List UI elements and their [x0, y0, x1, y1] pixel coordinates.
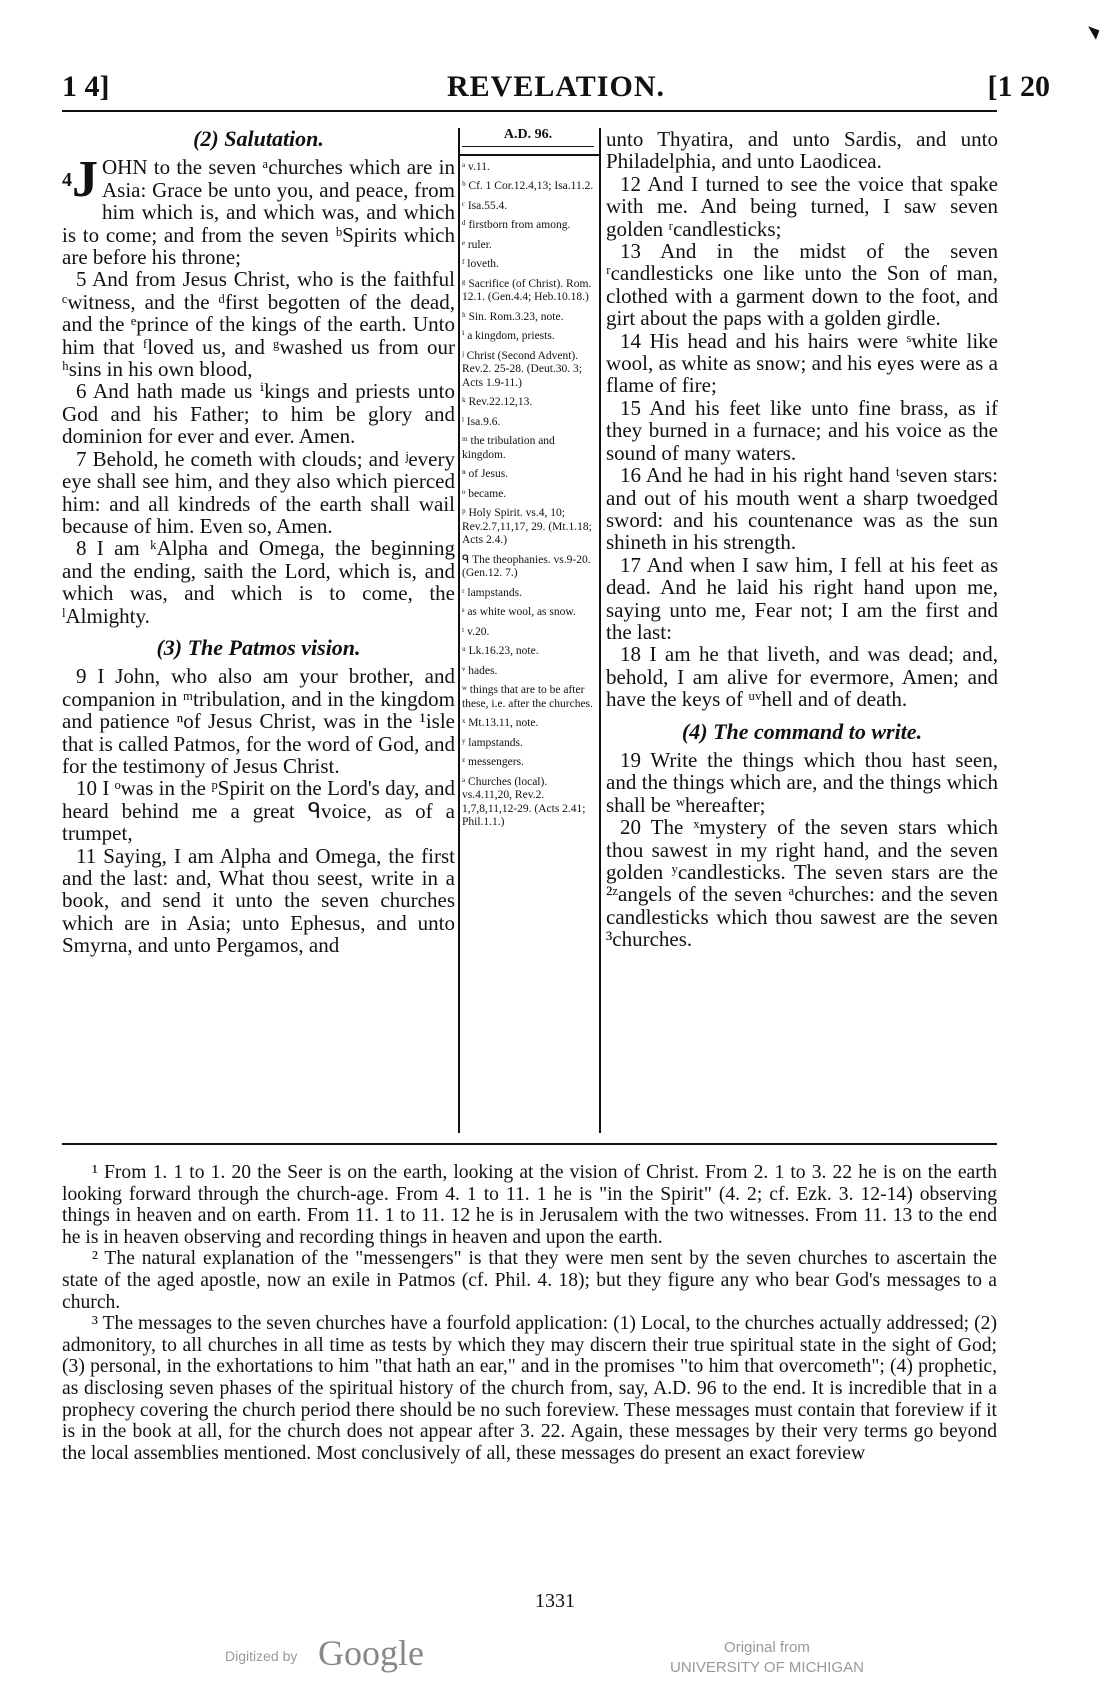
margin-note: ʷ things that are to be after these, i.e. after the churches. — [462, 684, 593, 710]
drop-initial: $^4$J — [62, 151, 98, 209]
verse-7: 7 Behold, he cometh with clouds; and ʲevery eye shall see him, and they also which pierced him: and all kindreds of the earth shall wail because of him. Even so, Amen. — [62, 446, 455, 538]
verse-11: 11 Saying, I am Alpha and Omega, the first and the last: and, What thou seest, write in a book, and send it unto the seven churches which are in Asia; unto Ephesus, and unto Smyrna, and unto Pergamos, and — [62, 843, 455, 958]
digitized-label: Digitized by — [225, 1648, 298, 1664]
command-heading: (4) The command to write. — [681, 718, 923, 744]
university-label: UNIVERSITY OF MICHIGAN — [670, 1659, 864, 1676]
header-right: [1 20 — [987, 70, 1050, 103]
margin-note: ᵛ hades. — [462, 664, 498, 677]
margin-note: ᵖ Holy Spirit. vs.4, 10; Rev.2.7,11,17, 29. (Mt.1.18; Acts 2.4.) — [462, 507, 592, 546]
patmos-heading: (3) The Patmos vision. — [156, 634, 361, 660]
verse-9: 9 I John, who also am your brother, and companion in ᵐtribulation, and in the kingdom and patience ⁿof Jesus Christ, was in the ¹isle that is called Patmos, for the word of God, and for the testimony of Jesus Christ. — [62, 664, 455, 778]
page-number: 1331 — [535, 1590, 575, 1612]
margin-note: ˣ Mt.13.11, note. — [462, 717, 539, 729]
left-column — [62, 128, 455, 957]
margin-note: ʰ Sin. Rom.3.23, note. — [462, 310, 564, 323]
original-source — [670, 1638, 864, 1678]
column-rule-left — [458, 128, 460, 1133]
margin-note: ʲ Christ (Second Advent). Rev.2. 25-28. (Deut.30. 3; Acts 1.9-11.) — [462, 349, 582, 389]
margin-date: A.D. 96. — [462, 128, 594, 147]
margin-note: ᵍ Sacrifice (of Christ). Rom. 12.1. (Gen.4.4; Heb.10.18.) — [462, 277, 592, 303]
verse-16: 16 And he had in his right hand ᵗseven stars: and out of his mouth went a sharp twoedged sword: and his countenance was as the sun shineth in his strength. — [606, 463, 998, 555]
header-left: 1 4] — [62, 70, 110, 103]
margin-note: ʳ lampstands. — [462, 586, 522, 599]
margin-note: ᶜ Isa.55.4. — [462, 199, 508, 212]
verse-12: 12 And I turned to see the voice that spake with me. And being turned, I saw seven golden ʳcandlesticks; — [606, 171, 998, 241]
verse-20: 20 The ˣmystery of the seven stars which thou sawest in my right hand, and the seven golden ʸcandlesticks. The seven stars are the ²ᶻangels of the seven ᵃchurches: and the seven candlesticks which thou sawest are the seven ³churches. — [606, 815, 998, 952]
verse-8: 8 I am ᵏAlpha and Omega, the beginning and the ending, saith the Lord, which is, and which was, and which is to come, the ˡAlmighty. — [62, 536, 455, 628]
margin-note: ᵃ v.11. — [462, 160, 490, 173]
verse-4 — [62, 151, 455, 270]
margin-note: ⁿ of Jesus. — [462, 468, 509, 480]
footnote-2: ² The natural explanation of the "messengers" is that they were men sent by the seven churches to ascertain the state of the aged apostle, now an exile in Patmos (cf. Phil. 4. 18); but they figure any who bear God's messages to a church. — [62, 1248, 997, 1313]
verse-11-continued: unto Thyatira, and unto Sardis, and unto Philadelphia, and unto Laodicea. — [606, 127, 998, 174]
verse-17: 17 And when I saw him, I fell at his feet as dead. And he laid his right hand upon me, saying unto me, Fear not; I am the first and the last: — [606, 552, 998, 644]
margin-note: ᵃ Churches (local). vs.4.11,20, Rev.2. 1,7,8,11,12-29. (Acts 2.41; Phil.1.1.) — [462, 775, 586, 828]
margin-note: ᵇ Cf. 1 Cor.12.4,13; Isa.11.2. — [462, 180, 594, 192]
margin-note: ᵒ became. — [462, 487, 507, 500]
corner-mark — [1085, 26, 1100, 40]
footnotes — [62, 1162, 997, 1464]
original-from-label: Original from — [724, 1639, 810, 1656]
salutation-heading: (2) Salutation. — [193, 126, 324, 151]
verse-5: 5 And from Jesus Christ, who is the faithful ᶜwitness, and the ᵈfirst begotten of the dead, and the ᵉprince of the kings of the earth. Unto him that ᶠloved us, and ᵍwashed us from our ʰsins in his own blood, — [62, 267, 455, 382]
footnote-3: ³ The messages to the seven churches have a fourfold application: (1) Local, to the churches actually addressed; (2) admonitory, to all churches in all time as tests by which they may discern their true spiritual state in the sight of God; (3) personal, in the exhortations to him "that hath an ear," and in the promises "to him that overcometh"; (4) prophetic, as disclosing seven phases of the spiritual history of the church from, say, A.D. 96 to the end. It is incredible that in a prophecy covering the church period there should be no such foreview. These messages must contain that foreview if it is in the book at all, for the church does not appear after 3. 22. Again, these messages by their very terms go beyond the local assemblies mentioned. Most conclusively of all, these messages do present an exact foreview — [62, 1313, 997, 1464]
margin-note: ᵘ Lk.16.23, note. — [462, 645, 539, 657]
margin-note: ʸ lampstands. — [462, 736, 523, 749]
verse-10: 10 I ᵒwas in the ᵖSpirit on the Lord's day, and heard behind me a great ᑫvoice, as of a trumpet, — [62, 776, 455, 846]
verse-15: 15 And his feet like unto fine brass, as if they burned in a furnace; and his voice as the sound of many waters. — [606, 395, 998, 465]
margin-note: ᵐ the tribulation and kingdom. — [462, 435, 555, 461]
margin-note: ᵏ Rev.22.12,13. — [462, 396, 533, 408]
margin-note: ᑫ The theophanies. vs.9-20. (Gen.12. 7.) — [462, 553, 591, 579]
margin-note: ᵉ ruler. — [462, 238, 492, 251]
page-header — [62, 70, 1050, 110]
header-rule — [62, 110, 997, 112]
verse-14: 14 His head and his hairs were ˢwhite like wool, as white as snow; and his eyes were as a flame of fire; — [606, 328, 998, 398]
verse-18: 18 I am he that liveth, and was dead; and, behold, I am alive for evermore, Amen; and have the keys of ᵘᵛhell and of death. — [606, 642, 998, 712]
verse-13: 13 And in the midst of the seven ʳcandlesticks one like unto the Son of man, clothed with a garment down to the foot, and girt about the paps with a golden girdle. — [606, 239, 998, 331]
google-logo: Google — [318, 1633, 424, 1673]
margin-note: ⁱ a kingdom, priests. — [462, 330, 555, 342]
verse-4-text: OHN to the seven ᵃchurches which are in Asia: Grace be unto you, and peace, from him which is, and which was, and which is to come; and from the seven ᵇSpirits which are before his throne; — [62, 155, 455, 270]
footnote-1: ¹ From 1. 1 to 1. 20 the Seer is on the earth, looking at the vision of Christ. From 2. 1 to 3. 22 he is on the earth looking forward through the church-age. From 4. 1 to 11. 1 he is "in the Spirit" (4. 2; cf. Ezk. 3. 12-14) observing things in heaven and on earth. From 11. 1 to 11. 12 he is in Jerusalem with the two witnesses. From 11. 13 to the end he is in heaven observing and recording things in heaven and upon the earth. — [62, 1162, 997, 1248]
footnote-rule — [62, 1143, 997, 1145]
right-column — [606, 128, 998, 951]
margin-references — [462, 128, 594, 836]
verse-6: 6 And hath made us ⁱkings and priests unto God and his Father; to him be glory and dominion for ever and ever. Amen. — [62, 379, 455, 449]
verse-19: 19 Write the things which thou hast seen, and the things which are, and the things which shall be ʷhereafter; — [606, 747, 998, 817]
margin-note: ˡ Isa.9.6. — [462, 415, 501, 428]
margin-note: ᵗ v.20. — [462, 625, 490, 638]
header-title: REVELATION. — [447, 70, 665, 103]
margin-note: ˢ as white wool, as snow. — [462, 606, 576, 618]
column-rule-right — [599, 128, 601, 1133]
margin-date-rule — [460, 154, 600, 156]
margin-note: ᵈ firstborn from among. — [462, 219, 571, 231]
margin-note: ᶻ messengers. — [462, 756, 524, 768]
margin-note: ᶠ loveth. — [462, 258, 499, 270]
